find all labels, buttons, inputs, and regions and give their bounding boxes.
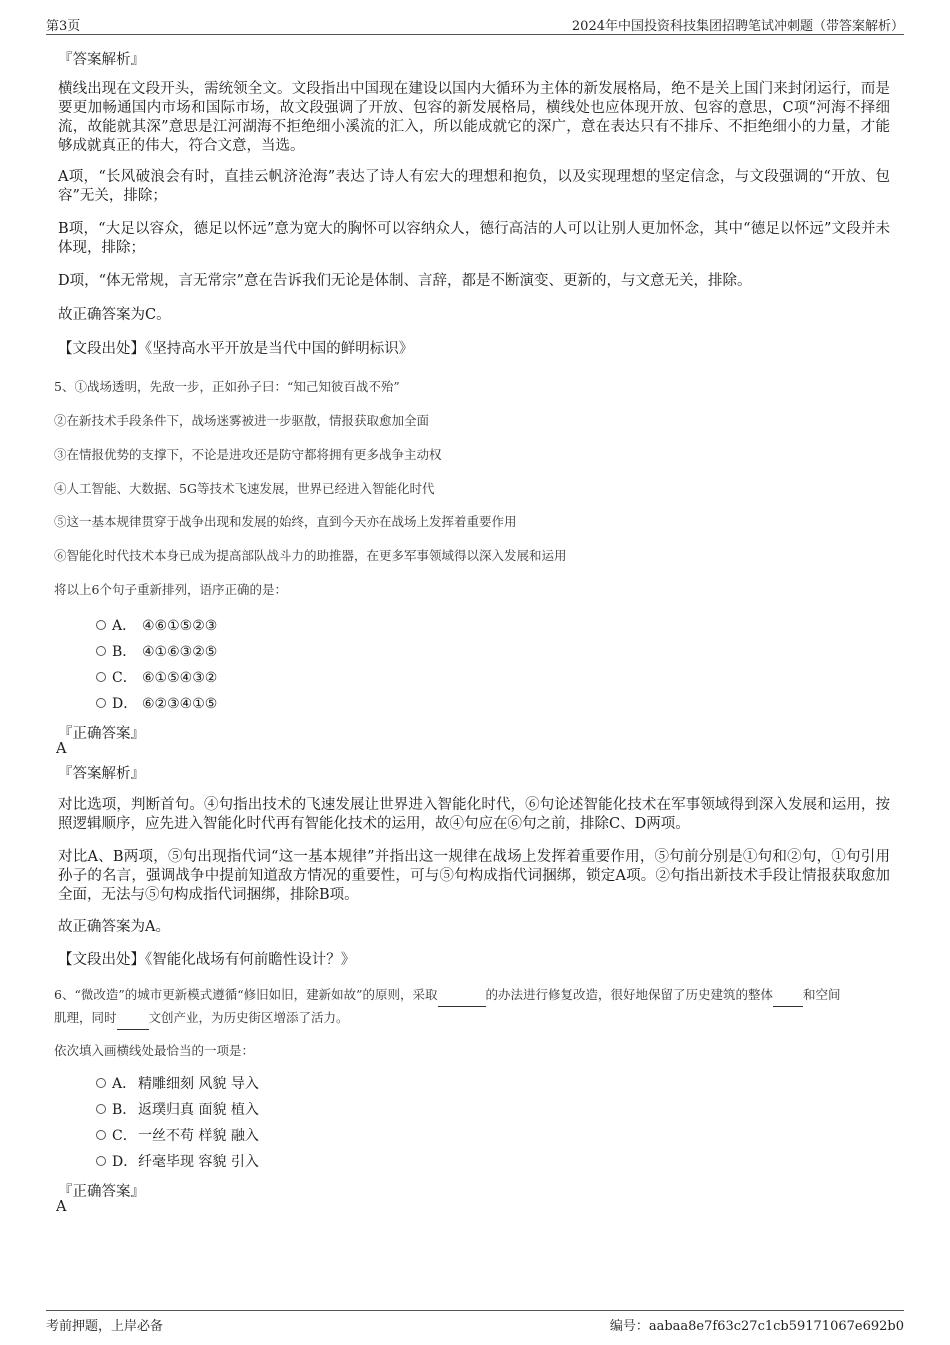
q6-stem-part-3: 和空间 bbox=[803, 987, 841, 1002]
q5-analysis-label: 『答案解析』 bbox=[58, 766, 145, 782]
q5-sentence-6: ⑥智能化时代技术本身已成为提高部队战斗力的助推器，在更多军事领域得以深入发展和运用 bbox=[54, 548, 567, 563]
option-letter: C． bbox=[112, 670, 137, 686]
option-letter: D． bbox=[112, 696, 138, 712]
radio-button-icon[interactable] bbox=[96, 1156, 106, 1166]
option-letter: B． bbox=[112, 644, 137, 660]
q6-answer: A bbox=[56, 1199, 67, 1215]
q5-stem: 5、①战场透明，先敌一步，正如孙子曰：“知己知彼百战不殆” bbox=[54, 379, 400, 394]
q4-analysis-label: 『答案解析』 bbox=[58, 52, 145, 68]
q5-answer: A bbox=[56, 741, 67, 757]
q6-stem bbox=[54, 984, 894, 1030]
q5-sentence-4: ④人工智能、大数据、5G等技术飞速发展，世界已经进入智能化时代 bbox=[54, 481, 435, 496]
option-letter: A． bbox=[112, 1076, 137, 1092]
option-text: ④⑥①⑤②③ bbox=[142, 618, 218, 634]
q5-sentence-2: ②在新技术手段条件下，战场迷雾被进一步驱散，情报获取愈加全面 bbox=[54, 413, 430, 428]
footer-slogan: 考前押题，上岸必备 bbox=[46, 1319, 164, 1334]
q6-blank-3 bbox=[117, 1007, 149, 1030]
q5-option-d[interactable] bbox=[96, 694, 217, 714]
q6-prompt: 依次填入画横线处最恰当的一项是： bbox=[54, 1043, 255, 1058]
document-title: 2024年中国投资科技集团招聘笔试冲刺题（带答案解析） bbox=[571, 19, 904, 34]
q6-answer-label: 『正确答案』 bbox=[58, 1184, 145, 1200]
q6-option-c[interactable] bbox=[96, 1126, 259, 1146]
option-letter: A． bbox=[112, 618, 137, 634]
option-letter: B． bbox=[112, 1102, 137, 1118]
q6-option-d[interactable] bbox=[96, 1152, 259, 1172]
option-text: 返璞归真 面貌 植入 bbox=[138, 1102, 259, 1118]
radio-button-icon[interactable] bbox=[96, 672, 106, 682]
q5-sentence-3: ③在情报优势的支撑下，不论是进攻还是防守都将拥有更多战争主动权 bbox=[54, 447, 442, 462]
page-number: 第3页 bbox=[46, 19, 81, 34]
radio-button-icon[interactable] bbox=[96, 1104, 106, 1114]
q5-analysis-para-2: 对比A、B两项，⑤句出现指代词“这一基本规律”并指出这一规律在战场上发挥着重要作用，⑤句前分别是①句和②句，①句引用孙子的名言，强调战争中提前知道敌方情况的重要性，可与⑤句构成指代词捆绑，锁定A项。②句指出新技术手段让情报获取愈加全面，无法与⑤句构成指代词捆绑，排除B项。 bbox=[58, 849, 890, 903]
q4-answer-conclusion: 故正确答案为C。 bbox=[58, 307, 171, 323]
option-text: ⑥①⑤④③② bbox=[142, 670, 218, 686]
q5-sentence-5: ⑤这一基本规律贯穿于战争出现和发展的始终，直到今天亦在战场上发挥着重要作用 bbox=[54, 514, 517, 529]
q6-stem-part-5: 文创产业，为历史街区增添了活力。 bbox=[148, 1010, 349, 1025]
option-text: 一丝不苟 样貌 融入 bbox=[138, 1128, 259, 1144]
q5-option-a[interactable] bbox=[96, 616, 217, 636]
q6-blank-2 bbox=[773, 984, 803, 1007]
q4-source: 【文段出处】《坚持高水平开放是当代中国的鲜明标识》 bbox=[58, 341, 414, 357]
q6-option-b[interactable] bbox=[96, 1100, 259, 1120]
q5-answer-conclusion: 故正确答案为A。 bbox=[58, 919, 170, 935]
radio-button-icon[interactable] bbox=[96, 646, 106, 656]
option-text: ④①⑥③②⑤ bbox=[142, 644, 218, 660]
q6-blank-1 bbox=[438, 984, 486, 1007]
q6-option-a[interactable] bbox=[96, 1074, 259, 1094]
radio-button-icon[interactable] bbox=[96, 620, 106, 630]
q6-stem-part-1: 6、“微改造”的城市更新模式遵循“修旧如旧，建新如故”的原则，采取 bbox=[54, 987, 438, 1002]
page-header bbox=[46, 14, 904, 35]
q4-analysis-para-3: B项，“大足以容众，德足以怀远”意为宽大的胸怀可以容纳众人，德行高洁的人可以让别人更加怀念，其中“德足以怀远”文段并未体现，排除； bbox=[58, 221, 890, 256]
q5-source: 【文段出处】《智能化战场有何前瞻性设计？》 bbox=[58, 952, 356, 968]
q5-option-c[interactable] bbox=[96, 668, 217, 688]
radio-button-icon[interactable] bbox=[96, 1130, 106, 1140]
q5-option-b[interactable] bbox=[96, 642, 217, 662]
q5-answer-label: 『正确答案』 bbox=[58, 726, 145, 742]
option-text: 纤毫毕现 容貌 引入 bbox=[138, 1154, 259, 1170]
document-code: 编号：aabaa8e7f63c27c1cb59171067e692b0 bbox=[609, 1319, 904, 1334]
option-text: 精雕细刻 风貌 导入 bbox=[138, 1076, 259, 1092]
q4-analysis-para-4: D项，“体无常规，言无常宗”意在告诉我们无论是体制、言辞，都是不断演变、更新的，与文意无关，排除。 bbox=[58, 273, 752, 289]
option-letter: D． bbox=[112, 1154, 138, 1170]
q4-analysis-para-2: A项，“长风破浪会有时，直挂云帆济沧海”表达了诗人有宏大的理想和抱负，以及实现理想的坚定信念，与文段强调的“开放、包容”无关，排除； bbox=[58, 169, 890, 204]
page-footer bbox=[46, 1310, 904, 1333]
q5-prompt: 将以上6个句子重新排列，语序正确的是： bbox=[54, 582, 287, 597]
q4-analysis-para-1: 横线出现在文段开头，需统领全文。文段指出中国现在建设以国内大循环为主体的新发展格局，绝不是关上国门来封闭运行，而是要更加畅通国内市场和国际市场，故文段强调了开放、包容的新发展格局，横线处也应体现开放、包容的意思，C项“河海不择细流，故能就其深”意思是江河湖海不拒绝细小溪流的汇入，所以能成就它的深广，意在表达只有不排斥、不拒绝细小的力量，才能够成就真正的伟大，符合文意，当选。 bbox=[58, 81, 890, 154]
q5-analysis-para-1: 对比选项，判断首句。④句指出技术的飞速发展让世界进入智能化时代，⑥句论述智能化技术在军事领域得到深入发展和运用，按照逻辑顺序，应先进入智能化时代再有智能化技术的运用，故④句应在⑥句之前，排除C、D两项。 bbox=[58, 797, 890, 832]
option-letter: C． bbox=[112, 1128, 137, 1144]
q6-stem-part-2: 的办法进行修复改造，很好地保留了历史建筑的整体 bbox=[485, 987, 774, 1002]
q6-stem-part-4: 肌理，同时 bbox=[54, 1010, 117, 1025]
radio-button-icon[interactable] bbox=[96, 698, 106, 708]
option-text: ⑥②③④①⑤ bbox=[142, 696, 218, 712]
radio-button-icon[interactable] bbox=[96, 1078, 106, 1088]
